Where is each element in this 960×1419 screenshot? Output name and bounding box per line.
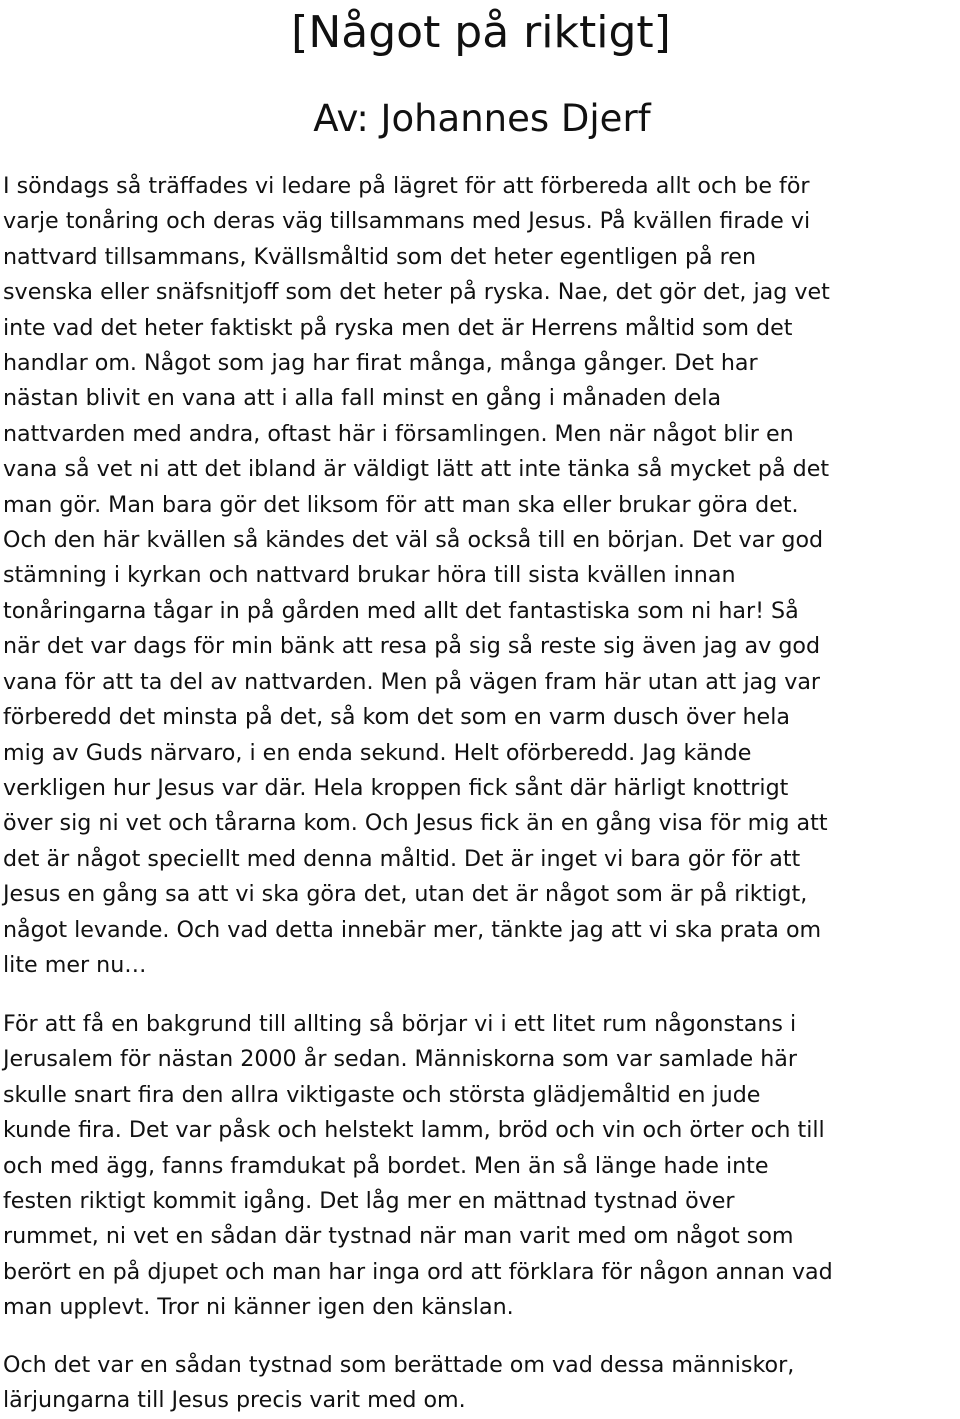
text-line: rummet, ni vet en sådan där tystnad när man varit med om något som — [3, 1223, 794, 1250]
text-line: nästan blivit en vana att i alla fall minst en gång i månaden dela — [3, 385, 722, 412]
text-line: I söndags så träffades vi ledare på lägret för att förbereda allt och be för — [3, 173, 810, 199]
text-line: För att få en bakgrund till allting så börjar vi i ett litet rum någonstans i — [3, 1011, 797, 1037]
text-line: skulle snart fira den allra viktigaste och största glädjemåltid en jude — [3, 1081, 761, 1108]
text-line: Jerusalem för nästan 2000 år sedan. Människorna som var samlade här — [3, 1046, 798, 1073]
paragraph — [3, 1348, 960, 1419]
text-line: vana så vet ni att det ibland är väldigt lätt att inte tänka så mycket på det — [3, 456, 830, 483]
paragraph — [3, 169, 960, 983]
document-title: [Något på riktigt] — [291, 7, 671, 58]
text-line: stämning i kyrkan och nattvard brukar höra till sista kvällen innan — [3, 562, 736, 589]
text-line: tonåringarna tågar in på gården med allt det fantastiska som ni har! Så — [3, 597, 799, 624]
text-line: man gör. Man bara gör det liksom för att man ska eller brukar göra det. — [3, 491, 799, 518]
text-line: festen riktigt kommit igång. Det låg mer en mättnad tystnad över — [3, 1188, 735, 1215]
text-line: nattvard tillsammans, Kvällsmåltid som det heter egentligen på ren — [3, 243, 757, 270]
text-line: förberedd det minsta på det, så kom det som en varm dusch över hela — [3, 704, 790, 731]
text-line: vana för att ta del av nattvarden. Men på vägen fram här utan att jag var — [3, 668, 821, 695]
text-line: man upplevt. Tror ni känner igen den känslan. — [3, 1294, 514, 1321]
text-line: det är något speciellt med denna måltid. Det är inget vi bara gör för att — [3, 845, 801, 872]
text-line: över sig ni vet och tårarna kom. Och Jesus fick än en gång visa för mig att — [3, 810, 828, 837]
text-line: verkligen hur Jesus var där. Hela kroppen fick sånt där härligt knottrigt — [3, 774, 789, 801]
text-line: Jesus en gång sa att vi ska göra det, utan det är något som är på riktigt, — [3, 881, 808, 908]
text-line: Och den här kvällen så kändes det väl så också till en början. Det var god — [3, 527, 824, 554]
text-line: lärjungarna till Jesus precis varit med om. — [3, 1387, 466, 1414]
text-line: mig av Guds närvaro, i en enda sekund. Helt oförberedd. Jag kände — [3, 739, 752, 766]
text-line: Och det var en sådan tystnad som berättade om vad dessa människor, — [3, 1352, 795, 1378]
document-author: Av: Johannes Djerf — [313, 97, 651, 140]
text-line: varje tonåring och deras väg tillsammans med Jesus. På kvällen firade vi — [3, 208, 811, 235]
text-line: kunde fira. Det var påsk och helstekt lamm, bröd och vin och örter och till — [3, 1117, 825, 1144]
text-line: och med ägg, fanns framdukat på bordet. Men än så länge hade inte — [3, 1152, 769, 1179]
text-line: svenska eller snäfsnitjoff som det heter på ryska. Nae, det gör det, jag vet — [3, 279, 830, 306]
text-line: inte vad det heter faktiskt på ryska men det är Herrens måltid som det — [3, 314, 793, 341]
paragraph — [3, 1007, 960, 1326]
text-line: när det var dags för min bänk att resa på sig så reste sig även jag av god — [3, 633, 821, 660]
text-line: handlar om. Något som jag har firat många, många gånger. Det har — [3, 350, 758, 377]
text-line: berört en på djupet och man har inga ord att förklara för någon annan vad — [3, 1258, 833, 1285]
text-line: lite mer nu… — [3, 951, 147, 978]
text-line: nattvarden med andra, oftast här i församlingen. Men när något blir en — [3, 420, 794, 447]
text-line: något levande. Och vad detta innebär mer, tänkte jag att vi ska prata om — [3, 916, 822, 943]
